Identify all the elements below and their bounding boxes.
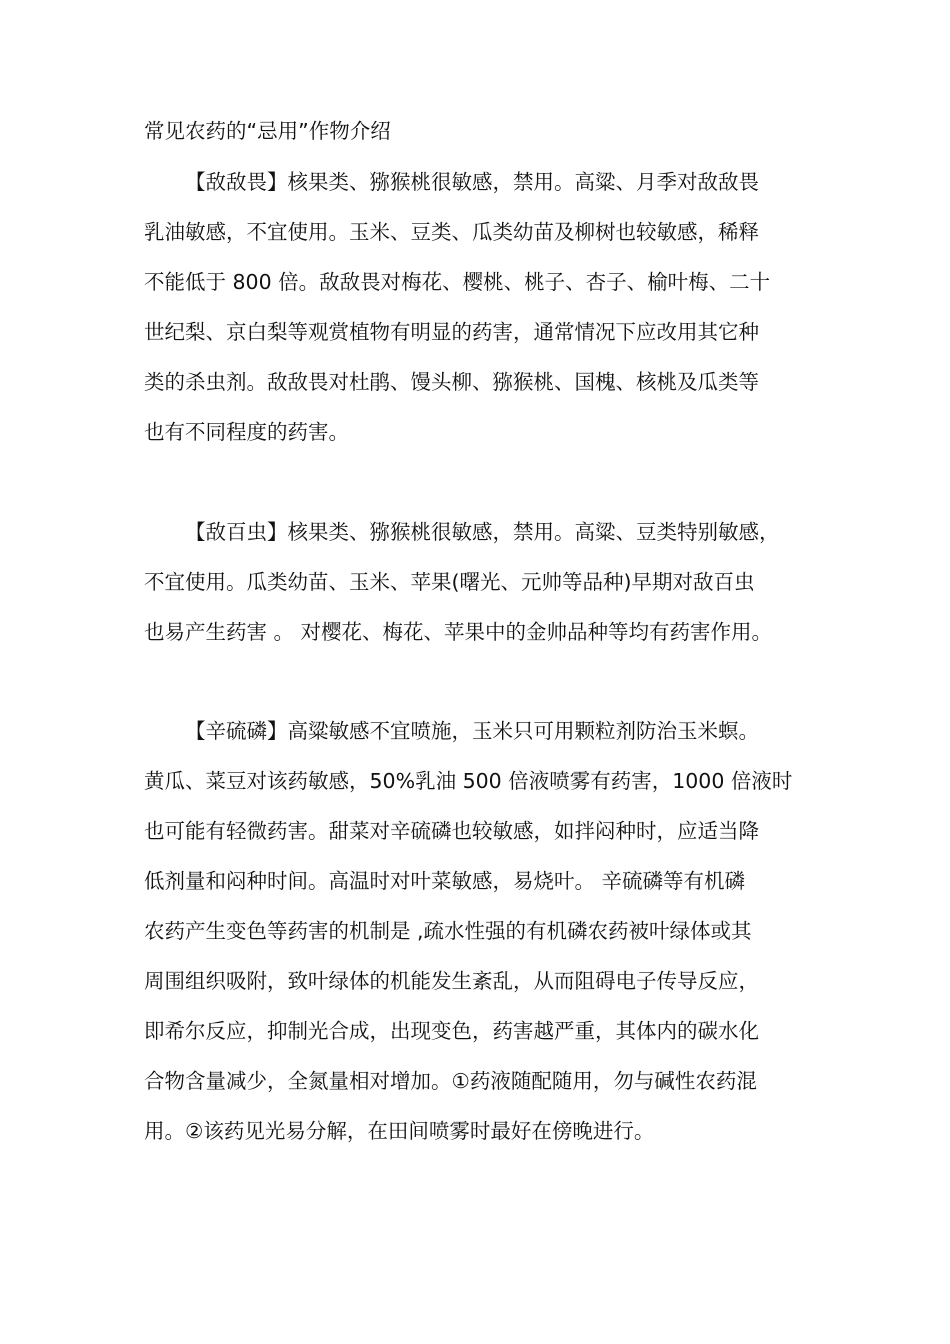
text-line: 也易产生药害 。 对樱花、梅花、苹果中的金帅品种等均有药害作用。 — [144, 620, 773, 644]
text-line: 合物含量减少，全氮量相对增加。①药液随配随用，勿与碱性农药混 — [144, 1069, 757, 1093]
section-trichlorfon — [144, 507, 812, 657]
text-line: 也有不同程度的药害。 — [144, 420, 349, 444]
section-dichlorvos — [144, 157, 812, 457]
text-line: 【敌百虫】核果类、猕猴桃很敏感，禁用。高粱、豆类特别敏感， — [185, 520, 780, 544]
text-line: 乳油敏感，不宜使用。玉米、豆类、瓜类幼苗及柳树也较敏感，稀释 — [144, 220, 759, 244]
text-line: 即希尔反应，抑制光合成，出现变色，药害越严重，其体内的碳水化 — [144, 1019, 759, 1043]
text-line: 不宜使用。瓜类幼苗、玉米、苹果(曙光、元帅等品种)早期对敌百虫 — [144, 570, 755, 594]
text-line: 黄瓜、菜豆对该药敏感，50%乳油 500 倍液喷雾有药害，1000 倍液时 — [144, 769, 793, 793]
text-line: 不能低于 800 倍。敌敌畏对梅花、樱桃、桃子、杏子、榆叶梅、二十 — [144, 270, 771, 294]
text-line: 周围组织吸附，致叶绿体的机能发生紊乱，从而阻碍电子传导反应， — [144, 969, 759, 993]
text-line: 也可能有轻微药害。甜菜对辛硫磷也较敏感，如拌闷种时，应适当降 — [144, 819, 759, 843]
document-title: 常见农药的“忌用”作物介绍 — [144, 119, 391, 143]
text-line: 低剂量和闷种时间。高温时对叶菜敏感，易烧叶。 辛硫磷等有机磷 — [144, 869, 746, 893]
text-line: 【辛硫磷】高粱敏感不宜喷施，玉米只可用颗粒剂防治玉米螟。 — [185, 719, 759, 743]
text-line: 【敌敌畏】核果类、猕猴桃很敏感，禁用。高粱、月季对敌敌畏 — [185, 170, 759, 194]
text-line: 农药产生变色等药害的机制是 ,疏水性强的有机磷农药被叶绿体或其 — [144, 919, 752, 943]
section-phoxim — [144, 706, 812, 1156]
text-line: 类的杀虫剂。敌敌畏对杜鹃、馒头柳、猕猴桃、国槐、核桃及瓜类等 — [144, 370, 759, 394]
text-line: 世纪梨、京白梨等观赏植物有明显的药害，通常情况下应改用其它种 — [144, 320, 759, 344]
text-line: 用。②该药见光易分解，在田间喷雾时最好在傍晚进行。 — [144, 1119, 655, 1143]
